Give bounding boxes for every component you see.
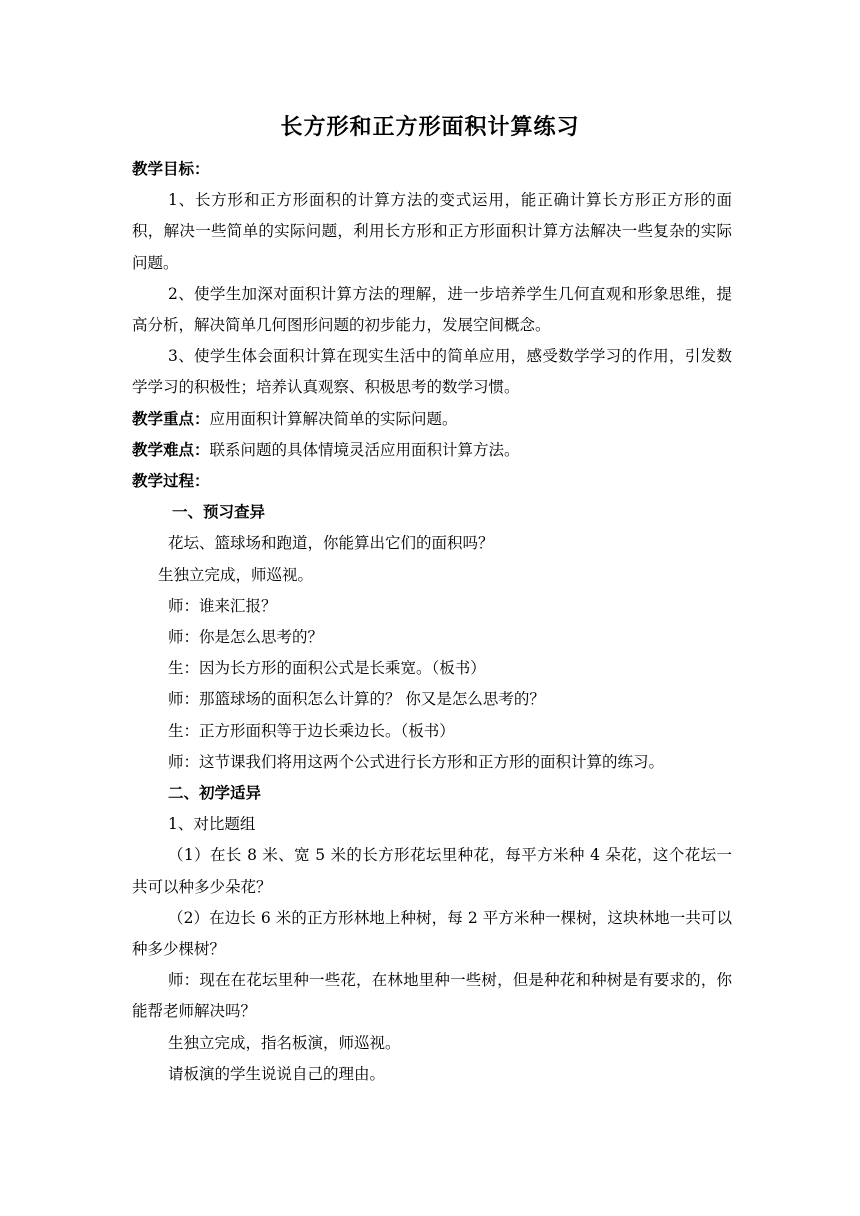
section-1-line-4: 师：你是怎么思考的？ [168,628,324,647]
section-2-question-2: （2）在边长 6 米的正方形林地上种树，每 2 平方米种一棵树，这块林地一共可以种多少棵树？ [132,908,732,959]
section-2-question-1: （1）在长 8 米、宽 5 米的长方形花坛里种花，每平方米种 4 朵花，这个花坛一共可以种多少朵花？ [132,846,732,896]
key-point-label: 教学重点： [132,409,210,428]
section-2-line-3: 生独立完成，指名板演，师巡视。 [168,1033,401,1052]
section-2-heading: 二、初学适异 [168,784,262,803]
section-1-line-3: 师：谁来汇报？ [168,596,277,615]
section-1-line-2: 生独立完成，师巡视。 [158,565,314,584]
objectives-heading: 教学目标： [132,160,210,178]
section-1-line-7: 生：正方形面积等于边长乘边长。（板书） [168,721,455,740]
difficulty-paragraph [132,435,732,466]
key-point-text: 应用面积计算解决简单的实际问题。 [209,409,458,428]
section-1-line-8: 师：这节课我们将用这两个公式进行长方形和正方形的面积计算的练习。 [168,752,665,771]
document-title: 长方形和正方形面积计算练习 [280,115,580,140]
objective-1: 1、长方形和正方形面积的计算方法的变式运用，能正确计算长方形正方形的面积，解决一些简单的实际问题，利用长方形和正方形面积计算方法解决一些复杂的实际问题。 [132,191,732,272]
section-1-heading: 一、预习查异 [172,503,266,522]
difficulty-label: 教学难点： [132,440,210,459]
section-1-line-5: 生：因为长方形的面积公式是长乘宽。（板书） [168,659,486,678]
objective-2: 2、使学生加深对面积计算方法的理解，进一步培养学生几何直观和形象思维，提高分析，解决简单几何图形问题的初步能力，发展空间概念。 [132,284,732,335]
key-point-paragraph [132,404,732,435]
section-2-line-1: 1、对比题组 [168,815,256,834]
section-1-line-6: 师：那篮球场的面积怎么计算的？ 你又是怎么思考的？ [168,690,545,709]
section-2-line-4: 请板演的学生说说自己的理由。 [168,1064,386,1083]
section-1-line-1: 花坛、篮球场和跑道，你能算出它们的面积吗？ [168,534,494,553]
document-body [132,154,732,1090]
difficulty-text: 联系问题的具体情境灵活应用面积计算方法。 [209,440,520,459]
objective-3: 3、使学生体会面积计算在现实生活中的简单应用，感受数学学习的作用，引发数学学习的积极性；培养认真观察、积极思考的数学习惯。 [132,347,732,397]
section-2-line-2: 师：现在在花坛里种一些花，在林地里种一些树，但是种花和种树是有要求的，你能帮老师解决吗？ [132,971,732,1021]
process-heading: 教学过程： [132,472,210,491]
